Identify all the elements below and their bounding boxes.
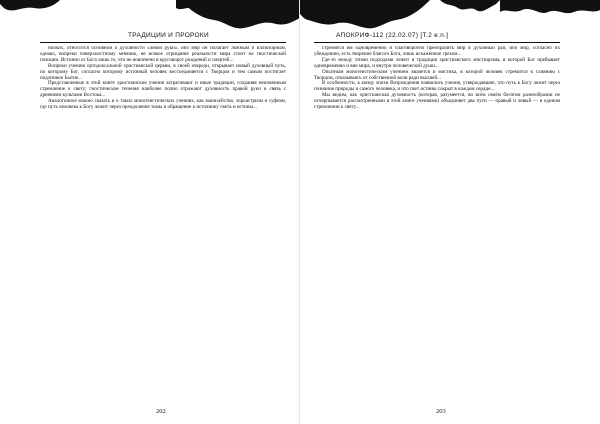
body-text <box>314 46 560 402</box>
paragraph: Аналогичное можно сказать и о таких монотеистических учениях, как манихейство, зороастризм и суфизм, где путь человека к Богу лежит через преодоление тьмы и обращение к источнику света и истины... <box>40 98 286 111</box>
page-number: 202 <box>156 408 166 415</box>
paragraph: низких, относится основном к духовности «левой руки», ибо мир он полагает ложным и иллюзорным, однако, вопреки поверхностному мнению, не всякое отрицание реальности мира стоит на гностической позиции. Истинно от Бога лишь то, что не вовлечено в круговорот рождений и смертей... <box>40 46 286 63</box>
paragraph: Где-то между этими подходами лежит и традиция христианского мистицизма, в которой Бог пребывает одновременно и вне мира, и внутри человеческой души... <box>314 56 560 69</box>
paragraph: Опытным монотеистическим учением является и мистика, в которой человек стремится к слиянию с Творцом, отказываясь от собственной воли ради высшей... <box>314 68 560 81</box>
paragraph: Вопреки учению ортодоксальной христианской церкви, в своей очереди, открывает новый духовный путь, по которому Бог, согласно которому истинный человек воссоединяется с Творцом и тем самым постигает подлинное Бытие... <box>40 62 286 81</box>
paragraph: Представленные в этой книге христианские учения затрагивают и иные традиции, сохраняя неизменным стремление к свету; гностические течения наиболее полно отражают духовность правой руки и связь с древними культами Востока... <box>40 80 286 99</box>
header-rule <box>314 42 560 43</box>
page-number: 203 <box>436 408 446 415</box>
running-head: ТРАДИЦИИ И ПРОРОКИ <box>128 32 209 39</box>
body-text <box>40 46 286 402</box>
right-page <box>300 0 600 424</box>
running-head: АПОКРИФ-112 (22.02.07) [Т.2 е.п.] <box>336 32 449 39</box>
paragraph: В особенности, к концу эпохи Возрождения появились учения, утверждавшие, что путь к Богу лежит через познание природы и самого человека, и что свет истины сокрыт в каждом сердце... <box>314 80 560 93</box>
header-rule <box>40 42 286 43</box>
paragraph: стремятся им одновременно и благоворотно преобразить мир в духовный рай, ибо мир, согласно их убеждению, есть творение благого Бога, лишь искажённое грехом... <box>314 46 560 57</box>
paragraph: Мы видим, как христианская духовность (которая, разумеется, во всём своём богатом разнообразии не исчерпывается рассмотренными в этой книге учениями) объединяет два пути — правый и левый — в едином стремлении к свету... <box>314 92 560 111</box>
